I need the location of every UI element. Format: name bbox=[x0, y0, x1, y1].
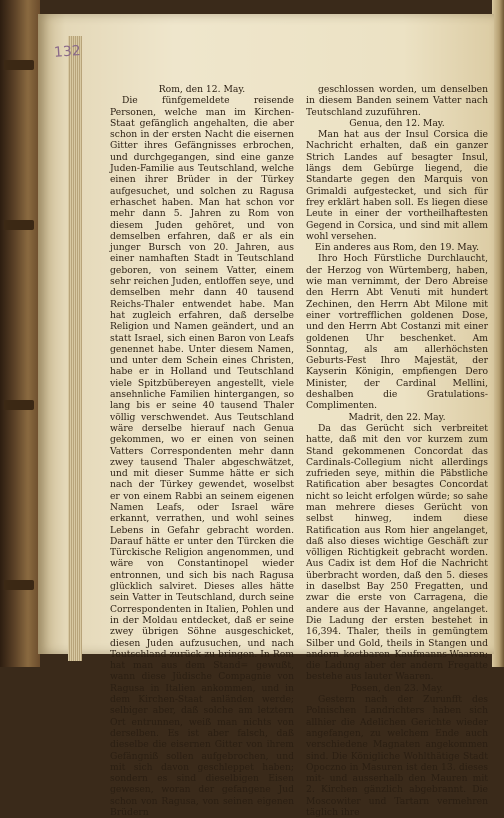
spine-band bbox=[4, 220, 34, 230]
article-paragraph: Da das Gerücht sich verbreitet hatte, daß mit den vor kurzem zum Stand gekommenen Concordat das Cardinals-Collegium nicht allerdings zufrieden seye, mithin die Päbstliche Ratification aber besagtes Concordat nicht so leicht erfolgen würde; so sahe man mehrere dieses Gerücht von selbst hinweg, indem diese Ratification aus Rom hier angelanget, daß also dieses wichtige Geschäft zur völligen Richtigkeit gebracht worden. Aus Cadix ist dem Hof die Nachricht überbracht worden, daß den 5. dieses in daselbst Bay 250 Fregatten, und zwar die erste von Carragena, die andere aus der Havanne, angelanget. Die Ladung der ersten bestehet in 16,394. Thaler, theils in gemüngtem Silber und Gold, theils in Stangen und andern kostbaren Kaufmanns-Waaren; die Ladung aber der andern Fregatte bestehe aus lauter Waaren. bbox=[306, 422, 488, 683]
article-paragraph: Gestern nach der Zurunfft des Polnischen Landrichters haben sich allhier die Adelichen Gerichte wieder angefangen, zu welchem Ende auch verschiedene Magnaten angekommen sind. Die Königliche Wohlthätige Stadt Opoczno in Masuren ist den 13. dieses mit- und ausserhalb den Mauren mit 2. Kirchen gänzlich abgebrannt. Die Moscowiter und Tartarn vermehren täglich ihre bbox=[306, 694, 488, 818]
dateline: Madrit, den 22. May. bbox=[348, 411, 446, 423]
page-number: 132 bbox=[53, 43, 82, 61]
book-spine bbox=[0, 0, 40, 667]
document-page bbox=[38, 14, 494, 818]
dateline: Rom, den 12. May. bbox=[158, 84, 246, 95]
left-column bbox=[110, 84, 294, 818]
spine-band bbox=[4, 60, 34, 70]
dateline: Posen, den 23. May. bbox=[350, 682, 444, 694]
dateline: Genua, den 12. May. bbox=[349, 117, 445, 129]
spine-band bbox=[4, 400, 34, 410]
article-paragraph: Ihro Hoch Fürstliche Durchlaucht, der Herzog von Würtemberg, haben, wie man vernimmt, der Dero Abreise den Herrn Abt Venuti mit hundert Zechinen, den Herrn Abt Milone mit einer vortrefflichen goldenen Dose, und den Herrn Abt Costanzi mit einer goldenen Uhr beschenket. Am Sonntag, als am allerhöchsten Geburts-Fest Ihro Majestät, der Kayserin Königin, empfiengen Dero Minister, der Cardinal Mellini, deshalben die Gratulations-Complimenten. bbox=[306, 253, 488, 412]
page-stack bbox=[68, 36, 82, 661]
right-column bbox=[306, 84, 488, 818]
dateline: Ein anderes aus Rom, den 19. May. bbox=[314, 242, 480, 254]
article-paragraph: Man hat aus der Insul Corsica die Nachricht erhalten, daß ein ganzer Strich Landes auf besagter Insul, längs dem Gebürge liegend, die Standarte gegen den Marquis von Grimaldi aufgestecket, und sich für frey erklärt haben soll. Es liegen diese Leute in einer der vortheilhaftesten Gegend in Corsica, und sind mit allem wohl versehen. bbox=[306, 129, 488, 242]
article-paragraph: geschlossen worden, um denselben in diesem Banden seinem Vatter nach Teutschland zuzuführen. bbox=[306, 84, 488, 118]
article-paragraph: Die fünfgemeldete reisende Personen, welche man im Kirchen-Staat gefänglich angehalten, die aber schon in der ersten Nacht die eisernen Gitter ihres Gefängnisses erbrochen, und durchgegangen, sind eine ganze Juden-Familie aus Teutschland, welche einen ihrer Brüder in der Türkey aufgesuchet, und solchen zu Ragusa erhaschet haben. Man hat schon vor mehr dann 5. Jahren zu Rom von diesem Juden gehöret, und von demselben erfahren, daß er als ein junger Bursch von 20. Jahren, aus einer namhaften Stadt in Teutschland geboren, von seinem Vatter, einem sehr reichen Juden, entloffen seye, und demselben mehr dann 40 tausend Reichs-Thaler entwendet habe. Man hat zugleich erfahren, daß derselbe Religion und Namen geändert, und an statt Israel, sich einen Baron von Leafs genennet habe. Unter diesem Namen, und unter dem Schein eines Christen, habe er in Holland und Teutschland viele Spitzbübereyen angestellt, viele ansehnliche Familien hintergangen, so lang bis er seine 40 tausend Thaler völlig verschwendet. Aus Teutschland wäre derselbe hierauf nach Genua gekommen, wo er einen von seinen Vatters Correspondenten mehr dann zwey tausend Thaler abgeschwätzet, und mit dieser Summe hätte er sich nach der Türkey gewendet, woselbst er von einem Rabbi an seinem eigenen Namen Leafs, oder Israel wäre erkannt, verrathen, und wohl seines Lebens in Gefahr gebracht worden. Darauf hätte er unter den Türcken die Türckische Religion angenommen, und wäre von Constantinopel wieder entronnen, und sich bis nach Ragusa glücklich salviret. Dieses alles hätte sein Vatter in Teutschland, durch seine Correspondenten in Italien, Pohlen und in der Moldau entdecket, daß er seine zwey übrigen Söhne ausgeschicket, diesen Juden aufzusuchen, und nach Teutschland zurück zu bringen. In Rom hat man aus dem Stand= gewußt, wann diese Jüdische Compagnie von Ragusa in Italien ankommen, und in dem Kirchen-Staat anländen werde; selbiger aber, daß solche am letztern Ort entrunnen, weiß man nichts von derselben. Es ist aber falsch, daß dieselbe die eisernen Gitter von ihrem Gefängniß sollen aufgebrochen, und mit sich davon geschleppet haben; sondern es sind dieselbigen Eisen gewesen, woran der gefangene Jud schon von Ragusa, von seinen eigenen Brüdern bbox=[110, 95, 294, 818]
spine-band bbox=[4, 580, 34, 590]
